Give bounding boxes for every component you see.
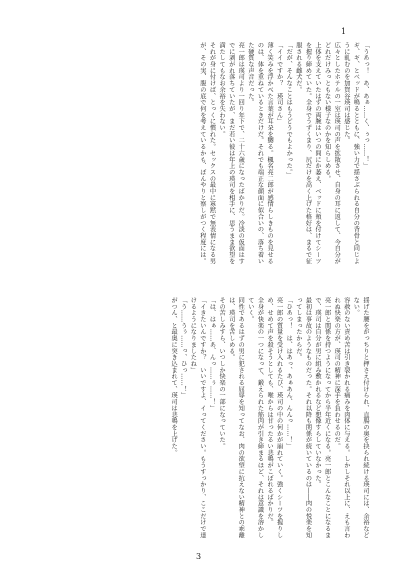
paragraph: 「は、はぁ……あ、んっ……ぅ……！」 [208,297,216,412]
paragraph: 薄く笑みを浮かべた言葉が耳朶を嬲る。楓名亮二郎が感情らしきものを見せるのは、体を重ねているときだけだ。それでも端正な顔面に似合いの、落ち着いた硬質な声音だった。 [246,42,274,265]
paragraph: 「イイですか？ 瑛司さん」 [275,42,283,125]
paragraph: それが身に付けば、とっくに慣れた。セックスの最中に寡黙で無表情になる男が、その実、腹の底で何を考えているかも、ぼんやりと察しがつく程度には。 [198,42,216,265]
text-block-bottom [70,297,370,540]
paragraph: ギ、ギ、とベッドが鳴るとともに、強い力で揺さぶられる自分の背骨と同じように軋むのを加賀谷瑛司は感じた。 [342,42,360,265]
paragraph: その苦しみすら、いつしか快楽の一部になっていた。 [218,297,226,450]
paragraph: 「う……うぅ……っ、ひっ……！」 [179,297,187,399]
paragraph: 「だが、そんなことはもうどうでもよかった。」 [285,42,293,179]
paragraph: 容赦のない責め苦は引き裂かれる痛みを肉体に与える。しかしそれ以上に、えも言われぬ快楽の方が、瑛司の精神に深手を負わせるのだ。 [333,297,350,539]
paragraph: 亮一郎と関係を持つようになってから半年近くになる。亮一郎とこんなことになるまで、瑛司は自分が男に組み敷かれるなど想像すらしていなかった。 [314,297,331,539]
page-number-top: 1 [341,27,347,36]
page-number-bottom: 3 [196,552,202,561]
paragraph: 揺げた腰をがっちりと押さえ付けられ、直腸の奥を抉られ続ける瑛司には、余裕などない。 [352,297,369,539]
paragraph: 上体を支えていたはずの両腕はいつの間にか萎え、ベッドに頬を付けてシーツを握り締めていた。全身でうずくまり、尻だけを高く上げた格好は、まるで征服される雌犬だ。 [294,42,322,265]
paragraph: 広々としたホテルの一室は瑛司の声を拡散させ、自身の耳に返して、今自分がどれだけみっともない様子なのかを知らしめる。 [323,42,341,265]
paragraph: 亮一郎は瑛司より一回り年下で、二十六歳になったばかりだ。冷淡の仮面はすでに剥がれ落ちていたが、まだ若い彼は年上の瑛司を相手に、思うまま欲望を満たしてもなお余裕を失わない。 [218,42,245,265]
paragraph: 同性であるはずの男に犯される屈辱を知ってなお、肉の欲望に抗えない精神との乖離は、瑛司を苦しめる。 [227,297,245,539]
paragraph: 「うあっ！ あ、あぁ……く、ぅっ……！」 [362,42,369,169]
text-block-top [70,42,370,267]
paragraph: 「ひあっ！ は、はあっ、あぁあん、んんっ……！」 [285,297,293,450]
paragraph: 亮一郎の質量を受け入れるたび、瑛司の中の何かが崩れていく。強くシーツを握りしめ、せめて声を殺そうとしても、喉からは甘ったるい悲鳴がこぼれるばかりだ。 [266,297,283,539]
paragraph: 最初は事故のようなものだった。それ以降も関係が続いているのは――肉の悦楽を知ってしまったからだ。 [294,297,312,539]
paragraph: 全身が快楽の一つになって、鍛えられた筋肉が引き締まるほど、それは意識を溶かしていく。 [246,297,264,539]
paragraph: 「イきたいんですか？ いいですよ、イってください。もうすっかり、ここだけで達けるようになりましたね」 [189,297,206,539]
paragraph: がつん、と最奥に突き込まれて、瑛司は悲鳴を上げた。 [170,297,178,456]
